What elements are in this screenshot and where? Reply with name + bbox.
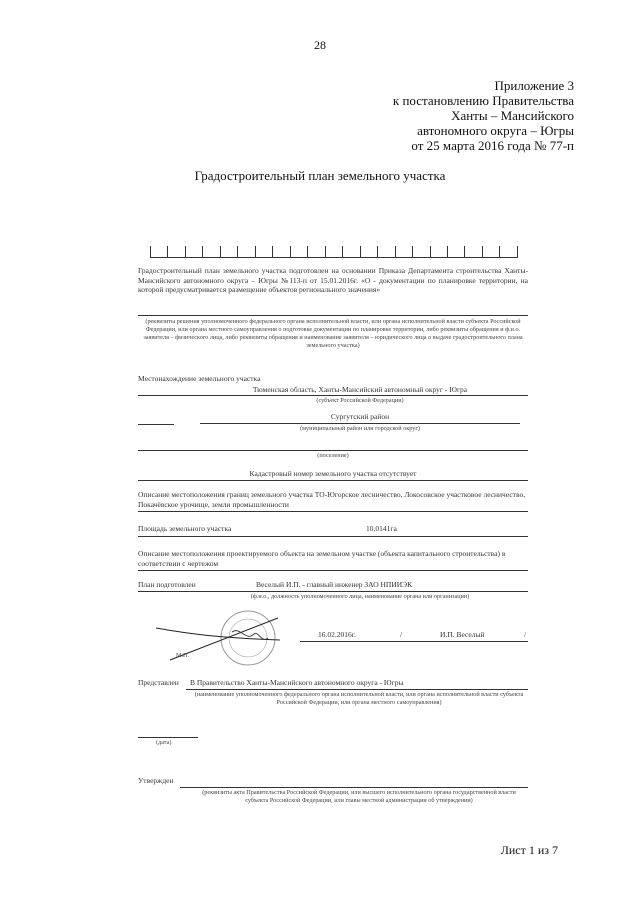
appendix-line: Ханты – Мансийского	[451, 108, 574, 123]
area-value: 10,0141га	[366, 524, 397, 533]
divider-line	[138, 315, 528, 316]
presented-caption: (наименование уполномоченного федерального органа исполнительной власти, или органа исполнительной власти субъекта Российской Федерации, или органа местного самоуправления)	[194, 691, 524, 706]
location-value: Тюменская область, Ханты-Мансийский автономный округ - Югра	[252, 385, 468, 394]
underline	[138, 536, 528, 537]
sign-separator: /	[400, 630, 403, 639]
signature-mark	[150, 598, 290, 678]
boundary-description: Описание местоположения границ земельного участка ТО-Югорское лесничество, Локосовское участковое лесничество, Покачёвское урочище, земли промышленности	[138, 490, 526, 509]
settlement-caption: (поселение)	[317, 452, 349, 459]
approved-label: Утвержден	[138, 776, 174, 785]
appendix-block	[393, 78, 574, 153]
page-number: 28	[314, 38, 326, 52]
district-caption: (муниципальный район или городской округ)	[300, 425, 420, 432]
appendix-line: автономного округа – Югры	[417, 123, 574, 138]
cadastral-number: Кадастровый номер земельного участка отсутствует	[249, 469, 417, 478]
object-description: Описание местоположения проектируемого объекта на земельном участке (объекта капитального строительства) в соответствии с чертежом	[138, 549, 506, 568]
sign-end: /	[524, 630, 527, 639]
presented-value: В Правительство Ханты-Мансийского автономного округа - Югры	[190, 678, 404, 687]
underline	[180, 787, 528, 788]
underline	[138, 480, 528, 481]
sign-date: 16.02.2016г.	[318, 630, 356, 639]
appendix-line: к постановлению Правительства	[392, 93, 574, 108]
appendix-line: Приложение 3	[494, 78, 574, 93]
plan-author-caption: (ф.и.о., должность уполномоченного лица, наименование органа или организации)	[250, 593, 470, 600]
underline	[138, 424, 174, 425]
approved-caption: (реквизиты акта Правительства Российской Федерации, или высшего исполнительного органа государственной власти субъекта Российской Федерации, или главы местной администрации об утверждении)	[202, 789, 516, 804]
signature-line	[300, 641, 528, 642]
stamp-label: М.П.	[176, 652, 190, 659]
underline	[138, 511, 528, 512]
presented-label: Представлен	[138, 678, 179, 687]
sheet-counter: Лист 1 из 7	[500, 843, 558, 857]
location-caption: (субъект Российской Федерации)	[316, 397, 404, 404]
location-label: Местонахождение земельного участка	[138, 374, 261, 383]
date-line	[138, 737, 198, 738]
area-label: Площадь земельного участка	[138, 524, 232, 533]
underline	[138, 395, 528, 396]
document-title: Градостроительный план земельного участка	[194, 168, 446, 183]
underline	[138, 591, 528, 592]
prepared-basis-text: Градостроительный план земельного участка подготовлен на основании Приказа Департамента строительства Ханты-Мансийского автономного округа – Югры №113-п от 15.01.2016г. «О - документации по планировке территории, на которой предусматривается размещение объектов регионального значения»	[138, 266, 528, 294]
underline	[138, 450, 528, 451]
plan-author-label: План подготовлен	[138, 580, 196, 589]
underline	[186, 689, 528, 690]
sign-name: И.П. Веселый	[440, 630, 485, 639]
underline	[138, 570, 528, 571]
authority-caption: (реквизиты решения уполномоченного федерального органа исполнительной власти, или органа исполнительной власти субъекта Российской Федерации, или органа местного самоуправления о подготовке документации по планировке территории, либо реквизиты обращения и ф.и.о. заявителя – физического лица, либо реквизиты обращения и наименование заявителя – юридического лица о выдаче градостроительного плана земельного участка)	[143, 318, 523, 349]
appendix-line: от 25 марта 2016 года № 77-п	[411, 138, 574, 153]
plan-author-value: Веселый И.П. - главный инженер ЗАО НПИИЭК	[256, 580, 413, 589]
underline	[200, 423, 520, 424]
district-value: Сургутский район	[330, 412, 390, 421]
plan-number-boxes	[150, 246, 518, 258]
date-caption: (дата)	[156, 739, 172, 746]
